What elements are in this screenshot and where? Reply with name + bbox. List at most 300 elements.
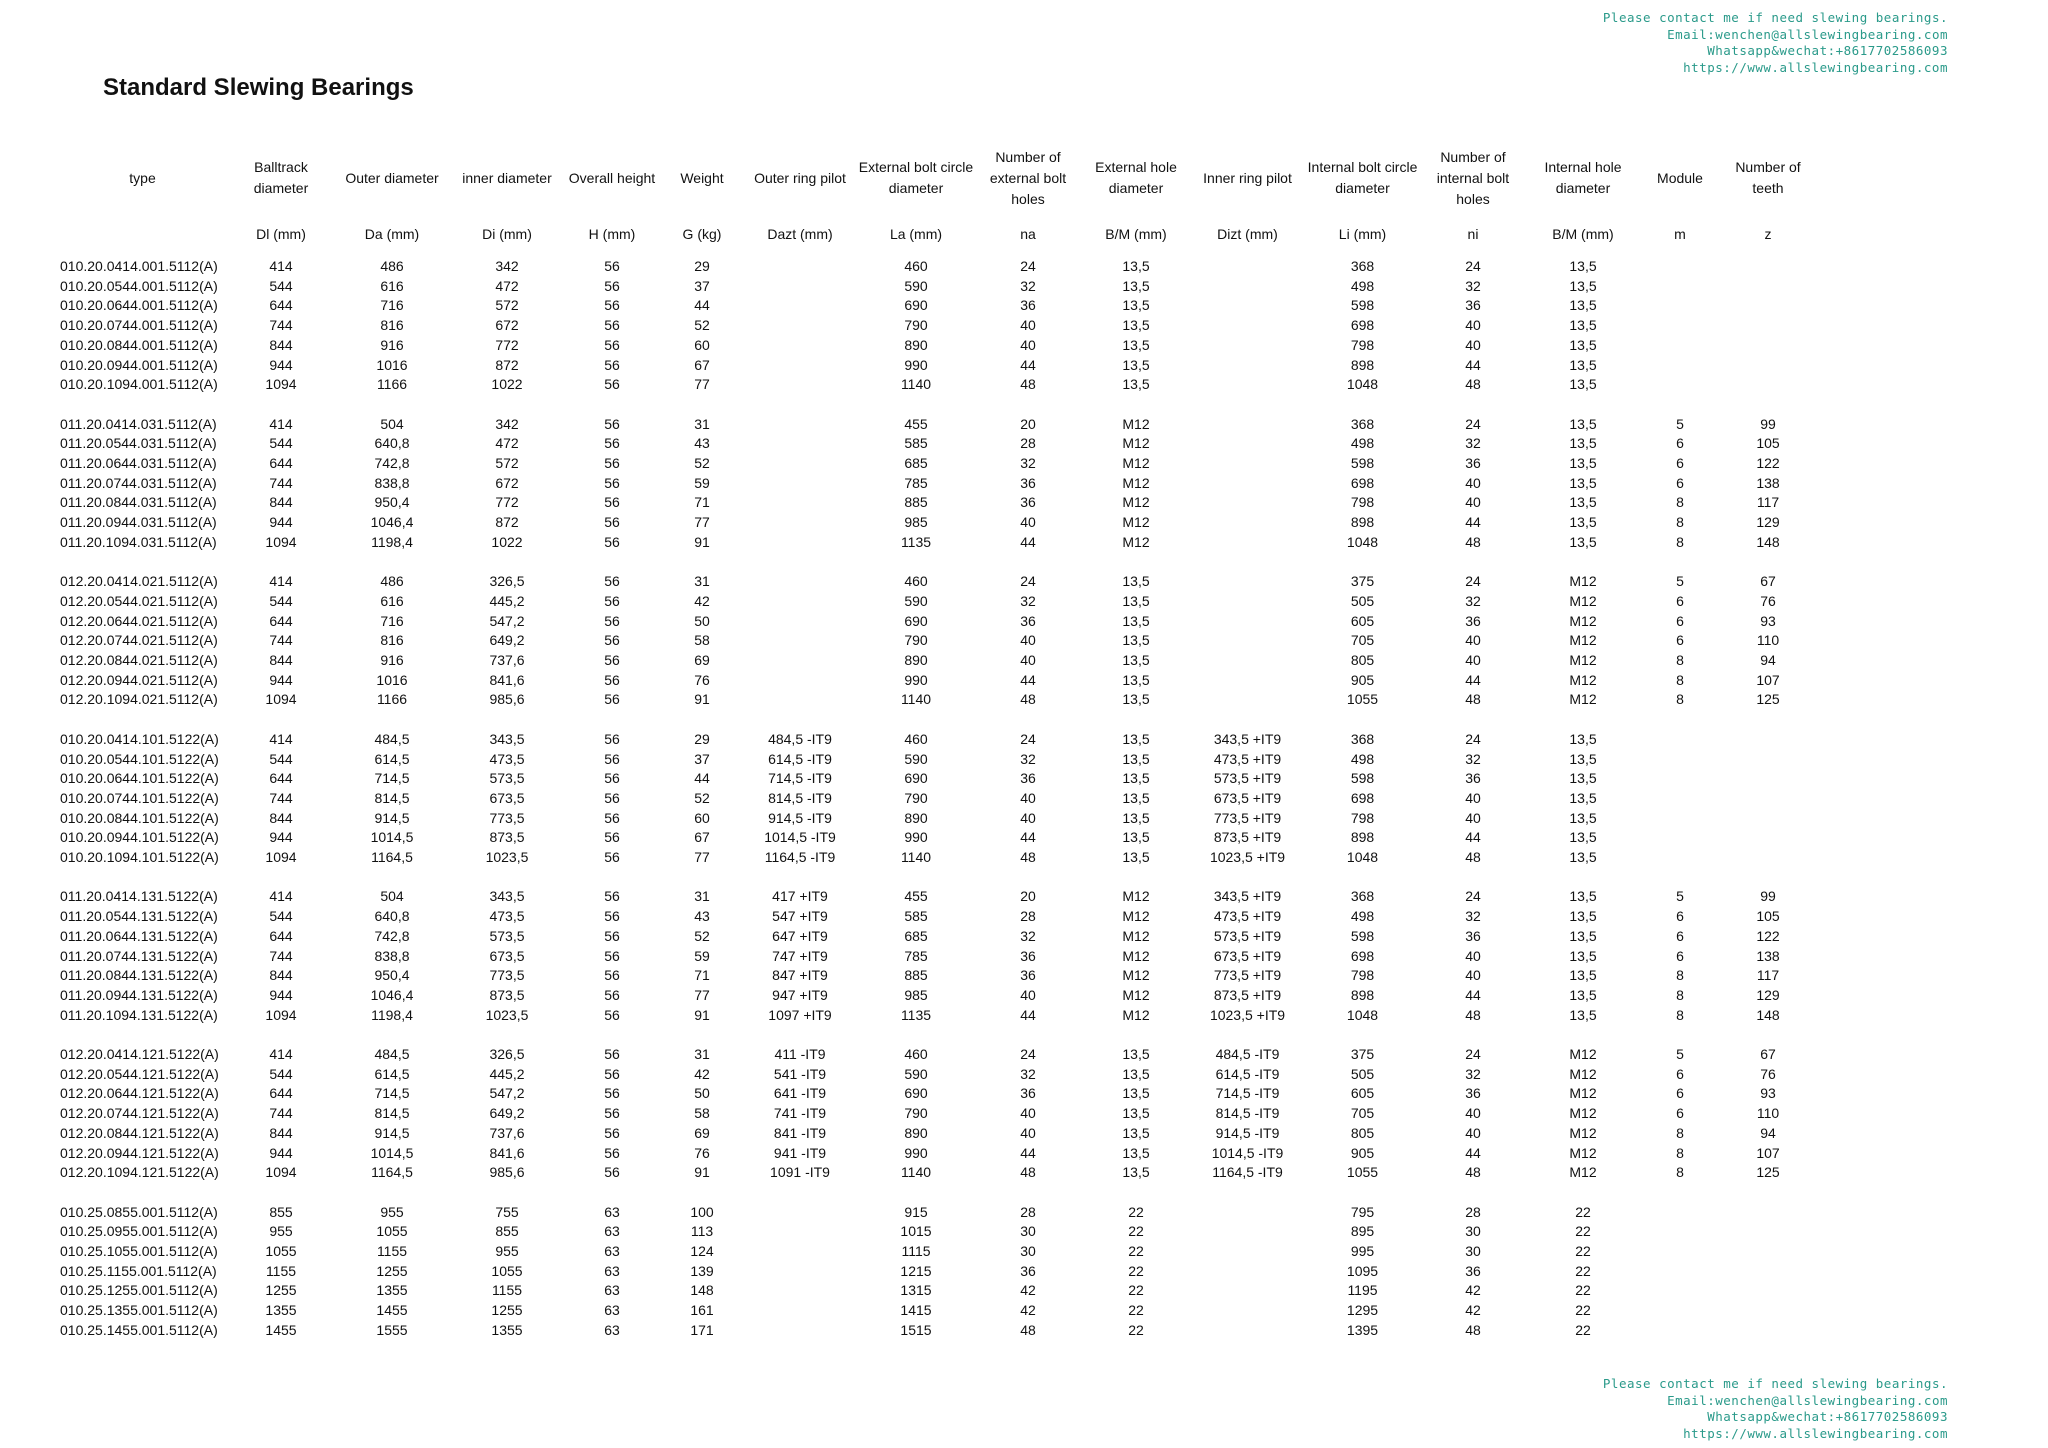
type-cell: 011.20.0944.031.5112(A)	[60, 514, 217, 531]
table-cell: 13,5	[1569, 494, 1597, 511]
table-cell: 69	[694, 1124, 710, 1141]
table-cell: 13,5	[1569, 908, 1597, 925]
table-cell: 855	[269, 1203, 293, 1220]
table-cell: 6	[1676, 612, 1684, 629]
table-cell	[1720, 750, 1816, 770]
table-cell	[1640, 1242, 1720, 1262]
table-cell: 742,8	[374, 927, 410, 944]
table-cell: 573,5 +IT9	[1213, 770, 1282, 787]
table-cell: 1014,5	[370, 829, 414, 846]
table-cell: 505	[1350, 592, 1375, 609]
table-cell: 544	[269, 750, 293, 767]
table-cell: 56	[604, 888, 620, 905]
table-cell: 40	[1020, 1105, 1036, 1122]
table-cell: 13,5	[1569, 435, 1597, 452]
table-cell: 56	[604, 829, 620, 846]
table-cell: 91	[694, 1006, 710, 1023]
table-cell: 36	[1020, 967, 1036, 984]
unit-label: B/M (mm)	[1552, 225, 1614, 242]
table-cell: 473,5 +IT9	[1213, 908, 1282, 925]
table-cell: 1315	[900, 1282, 932, 1299]
table-cell: 56	[604, 1105, 620, 1122]
table-cell: 460	[904, 573, 928, 590]
table-cell: 13,5	[1569, 474, 1597, 491]
table-cell: 1055	[376, 1223, 408, 1240]
table-cell	[742, 434, 858, 454]
table-cell: 5	[1676, 1046, 1684, 1063]
table-cell: 486	[380, 573, 404, 590]
table-cell: 44	[1465, 1144, 1481, 1161]
table-cell: 1155	[265, 1262, 297, 1279]
contact-phone: Whatsapp&wechat:+8617702586093	[1707, 1409, 1948, 1424]
table-cell: 844	[269, 1124, 293, 1141]
table-cell: 1094	[265, 376, 297, 393]
table-cell: 898	[1350, 514, 1375, 531]
table-cell: 714,5	[374, 770, 410, 787]
table-cell: 1164,5	[371, 1164, 413, 1181]
table-cell: 1048	[1346, 533, 1379, 550]
table-cell: 343,5 +IT9	[1213, 730, 1282, 747]
table-cell: 30	[1465, 1223, 1481, 1240]
table-cell: 24	[1020, 573, 1036, 590]
table-cell: 1164,5	[371, 849, 413, 866]
unit-label: G (kg)	[682, 225, 722, 242]
table-cell	[1640, 375, 1720, 395]
table-cell: 6	[1676, 474, 1684, 491]
table-cell: 716	[380, 297, 404, 314]
table-cell: 844	[269, 809, 293, 826]
table-cell: 42	[1465, 1302, 1481, 1319]
table-cell	[742, 316, 858, 336]
table-cell: 13,5	[1122, 632, 1150, 649]
table-cell: 77	[694, 514, 710, 531]
table-cell	[1190, 1281, 1305, 1301]
type-cell: 010.25.0855.001.5112(A)	[60, 1203, 218, 1220]
unit-label	[55, 211, 230, 257]
table-cell: 67	[1760, 1046, 1776, 1063]
table-cell	[1720, 1321, 1816, 1341]
table-cell: 705	[1350, 1105, 1375, 1122]
type-cell: 010.25.0955.001.5112(A)	[60, 1223, 218, 1240]
table-cell: 790	[904, 789, 928, 806]
table-cell: 504	[380, 415, 404, 432]
table-row	[55, 730, 1816, 750]
table-cell: 8	[1676, 1144, 1684, 1161]
table-cell: 544	[269, 435, 293, 452]
table-cell: 56	[604, 573, 620, 590]
table-cell: 898	[1350, 356, 1375, 373]
type-cell: 011.20.0544.031.5112(A)	[60, 435, 217, 452]
table-cell: 375	[1350, 1046, 1375, 1063]
table-cell: 498	[1350, 750, 1375, 767]
table-cell	[742, 533, 858, 553]
table-cell: 814,5 -IT9	[1215, 1105, 1280, 1122]
table-cell: 872	[495, 356, 519, 373]
table-cell	[1640, 750, 1720, 770]
table-cell: 955	[495, 1243, 519, 1260]
table-cell: M12	[1122, 947, 1150, 964]
unit-label: Dl (mm)	[256, 225, 306, 242]
table-cell	[1720, 316, 1816, 336]
table-row	[55, 769, 1816, 789]
table-cell: 6	[1676, 1065, 1684, 1082]
table-cell: 125	[1756, 691, 1780, 708]
table-cell: 941 -IT9	[773, 1144, 827, 1161]
table-cell	[1640, 809, 1720, 829]
table-cell: M12	[1122, 455, 1150, 472]
table-cell: 139	[690, 1262, 714, 1279]
table-cell: 13,5	[1122, 750, 1150, 767]
table-cell: 544	[269, 1065, 293, 1082]
table-cell: 368	[1350, 258, 1375, 274]
table-cell: 1166	[376, 376, 408, 393]
table-cell: 93	[1760, 612, 1776, 629]
table-cell: 22	[1575, 1321, 1591, 1338]
table-cell: 13,5	[1122, 258, 1150, 274]
table-cell: 1022	[491, 533, 523, 550]
unit-label: H (mm)	[588, 225, 636, 242]
group-spacer	[55, 710, 1816, 730]
column-header: Weight	[680, 169, 724, 186]
unit-label: Dizt (mm)	[1217, 225, 1278, 242]
table-cell: 24	[1465, 1046, 1481, 1063]
table-cell: 785	[904, 947, 928, 964]
table-cell: 744	[269, 317, 293, 334]
type-cell: 010.20.0414.101.5122(A)	[60, 730, 219, 747]
table-cell	[1640, 828, 1720, 848]
type-cell: 011.20.0744.131.5122(A)	[60, 947, 218, 964]
table-cell: 44	[1465, 829, 1481, 846]
table-cell: 32	[1020, 277, 1036, 294]
column-header: Outer diameter	[345, 169, 439, 186]
table-cell: 13,5	[1569, 317, 1597, 334]
type-cell: 010.25.1355.001.5112(A)	[60, 1302, 218, 1319]
table-cell: 598	[1350, 297, 1375, 314]
table-cell: 690	[904, 770, 928, 787]
table-row	[55, 1301, 1816, 1321]
table-row	[55, 316, 1816, 336]
table-cell: 22	[1128, 1223, 1144, 1240]
table-cell: 13,5	[1122, 1105, 1150, 1122]
table-cell	[1720, 277, 1816, 297]
table-cell: 13,5	[1122, 612, 1150, 629]
table-cell	[1190, 336, 1305, 356]
unit-label: na	[1020, 225, 1036, 242]
table-cell	[1640, 1203, 1720, 1223]
table-cell: 1395	[1346, 1321, 1379, 1338]
type-cell: 010.25.1055.001.5112(A)	[60, 1243, 218, 1260]
table-cell: 640,8	[374, 908, 410, 925]
group-spacer	[55, 395, 1816, 415]
table-cell: 40	[1465, 317, 1481, 334]
table-cell: 171	[690, 1321, 714, 1338]
table-row	[55, 986, 1816, 1006]
column-header: Module	[1657, 169, 1703, 186]
table-cell: 13,5	[1569, 376, 1597, 393]
table-cell: 616	[380, 277, 404, 294]
table-cell: 944	[269, 514, 293, 531]
table-cell: 13,5	[1122, 1065, 1150, 1082]
type-cell: 012.20.1094.121.5122(A)	[60, 1164, 219, 1181]
table-cell: 40	[1465, 809, 1481, 826]
table-cell: 56	[604, 671, 620, 688]
table-cell: 641 -IT9	[773, 1085, 827, 1102]
table-row	[55, 1163, 1816, 1183]
table-cell	[1640, 1301, 1720, 1321]
table-cell: 44	[694, 770, 710, 787]
table-cell: 99	[1760, 415, 1776, 432]
table-cell	[1640, 730, 1720, 750]
table-cell: M12	[1569, 691, 1597, 708]
table-cell: 414	[269, 730, 293, 747]
table-cell: 1095	[1346, 1262, 1379, 1279]
table-cell: 22	[1575, 1302, 1591, 1319]
table-cell: 885	[904, 967, 928, 984]
table-cell: 56	[604, 947, 620, 964]
table-cell: 1091 -IT9	[770, 1164, 830, 1181]
table-cell: 737,6	[489, 1124, 525, 1141]
table-cell: 898	[1350, 986, 1375, 1003]
table-row	[55, 1242, 1816, 1262]
table-cell: 411 -IT9	[774, 1046, 826, 1063]
table-cell: 40	[1465, 967, 1481, 984]
table-cell: 24	[1465, 573, 1481, 590]
table-cell: 1046,4	[370, 986, 414, 1003]
table-cell: 605	[1350, 612, 1375, 629]
table-cell: 714,5 -IT9	[768, 770, 832, 787]
table-cell	[742, 690, 858, 710]
table-cell: 649,2	[489, 1105, 525, 1122]
table-cell: 94	[1760, 1124, 1776, 1141]
table-cell: 77	[694, 986, 710, 1003]
table-row	[55, 907, 1816, 927]
unit-label: La (mm)	[889, 225, 943, 242]
type-cell: 010.20.0544.101.5122(A)	[60, 750, 219, 767]
table-cell: 573,5	[489, 927, 525, 944]
type-cell: 010.20.1094.001.5112(A)	[60, 376, 218, 393]
table-cell: 995	[1350, 1243, 1375, 1260]
table-cell: 36	[1020, 770, 1036, 787]
table-cell: 1022	[491, 376, 523, 393]
table-cell	[742, 1222, 858, 1242]
table-cell: 56	[604, 415, 620, 432]
table-row	[55, 966, 1816, 986]
table-cell: 48	[1465, 1321, 1481, 1338]
table-cell: 44	[1465, 986, 1481, 1003]
table-row	[55, 454, 1816, 474]
table-cell: 129	[1756, 514, 1780, 531]
table-cell	[1640, 356, 1720, 376]
contact-email[interactable]: Email:wenchen@allslewingbearing.com	[1667, 26, 1948, 42]
table-cell: 24	[1020, 258, 1036, 274]
table-cell: 13,5	[1569, 258, 1597, 274]
table-cell: 76	[694, 1144, 710, 1161]
table-cell: 790	[904, 1105, 928, 1122]
column-header: inner diameter	[462, 169, 552, 186]
table-cell	[1720, 375, 1816, 395]
table-cell: 1355	[376, 1282, 408, 1299]
table-cell: 1255	[265, 1282, 297, 1299]
table-cell: 1295	[1346, 1302, 1379, 1319]
table-cell: 672	[495, 474, 519, 491]
table-cell: 56	[604, 1164, 620, 1181]
table-cell: 342	[495, 258, 519, 274]
table-cell	[742, 1321, 858, 1341]
table-cell: 32	[1020, 750, 1036, 767]
table-cell: 1155	[376, 1243, 408, 1260]
table-cell: M12	[1122, 967, 1150, 984]
table-cell	[1190, 316, 1305, 336]
table-cell: 1455	[376, 1302, 408, 1319]
table-cell: 1014,5 -IT9	[764, 829, 836, 846]
table-cell: 944	[269, 671, 293, 688]
table-cell: 44	[1465, 514, 1481, 531]
table-cell	[1720, 1242, 1816, 1262]
table-cell: 56	[604, 908, 620, 925]
table-cell: 672	[495, 317, 519, 334]
table-cell: 13,5	[1569, 849, 1597, 866]
table-cell: 8	[1676, 652, 1684, 669]
table-row	[55, 513, 1816, 533]
table-cell: 13,5	[1569, 986, 1597, 1003]
table-cell: 52	[694, 789, 710, 806]
table-cell: 129	[1756, 986, 1780, 1003]
table-cell: 473,5	[489, 908, 525, 925]
table-cell: 13,5	[1122, 809, 1150, 826]
table-cell: 1255	[491, 1302, 523, 1319]
units-row	[55, 211, 1816, 257]
table-cell: 36	[1020, 947, 1036, 964]
table-cell: 30	[1020, 1243, 1036, 1260]
table-cell: 1015	[900, 1223, 932, 1240]
table-cell	[1640, 848, 1720, 868]
table-cell: 31	[694, 573, 710, 590]
table-cell: M12	[1122, 494, 1150, 511]
type-cell: 011.20.1094.131.5122(A)	[60, 1006, 218, 1023]
table-cell: 56	[604, 770, 620, 787]
table-cell: 36	[1465, 297, 1481, 314]
table-cell	[1720, 828, 1816, 848]
table-cell: 805	[1350, 1124, 1375, 1141]
table-cell: M12	[1122, 435, 1150, 452]
table-cell: 124	[690, 1243, 714, 1260]
table-cell: 13,5	[1122, 336, 1150, 353]
type-cell: 010.20.0944.001.5112(A)	[60, 356, 218, 373]
table-cell: 48	[1020, 1164, 1036, 1181]
column-header: type	[129, 169, 156, 186]
table-cell: 544	[269, 277, 293, 294]
table-cell: 63	[604, 1223, 620, 1240]
type-cell: 011.20.0644.031.5112(A)	[60, 455, 217, 472]
table-cell: 58	[694, 632, 710, 649]
unit-label: Da (mm)	[364, 225, 420, 242]
table-cell: 698	[1350, 317, 1375, 334]
table-cell	[1720, 789, 1816, 809]
table-cell: 1455	[265, 1321, 297, 1338]
table-row	[55, 750, 1816, 770]
table-cell: 40	[1465, 632, 1481, 649]
table-cell: 13,5	[1569, 947, 1597, 964]
table-cell: M12	[1122, 1006, 1150, 1023]
table-cell: M12	[1569, 1046, 1597, 1063]
table-cell: 326,5	[489, 1046, 525, 1063]
table-cell: 44	[1465, 671, 1481, 688]
table-cell: M12	[1569, 1065, 1597, 1082]
table-cell: 22	[1575, 1262, 1591, 1279]
table-cell: 29	[694, 730, 710, 747]
table-cell	[1190, 356, 1305, 376]
table-cell: 56	[604, 258, 620, 274]
table-cell: 40	[1465, 1105, 1481, 1122]
table-cell: 48	[1465, 1006, 1481, 1023]
table-cell: 13,5	[1122, 730, 1150, 747]
table-cell: 455	[904, 888, 928, 905]
table-cell: 1140	[900, 691, 932, 708]
table-cell: 13,5	[1122, 1164, 1150, 1181]
table-cell: 890	[904, 809, 928, 826]
table-cell: 5	[1676, 415, 1684, 432]
table-cell: 473,5	[489, 750, 525, 767]
table-cell: 40	[1020, 336, 1036, 353]
table-row	[55, 1065, 1816, 1085]
type-cell: 012.20.1094.021.5112(A)	[60, 691, 218, 708]
table-cell: 1198,4	[371, 533, 413, 550]
table-cell	[1720, 1203, 1816, 1223]
table-cell	[742, 1281, 858, 1301]
table-cell: 944	[269, 356, 293, 373]
table-cell: 24	[1465, 415, 1481, 432]
type-cell: 010.20.0944.101.5122(A)	[60, 829, 219, 846]
table-cell: 873,5 +IT9	[1213, 986, 1282, 1003]
table-cell: 36	[1020, 1262, 1036, 1279]
table-cell: 56	[604, 435, 620, 452]
table-cell: 63	[604, 1321, 620, 1338]
contact-email[interactable]: Email:wenchen@allslewingbearing.com	[1667, 1392, 1948, 1408]
contact-website[interactable]: https://www.allslewingbearing.com	[1683, 59, 1948, 75]
table-cell: 950,4	[374, 494, 410, 511]
table-cell: 13,5	[1569, 297, 1597, 314]
table-cell: 855	[495, 1223, 519, 1240]
table-cell	[742, 1301, 858, 1321]
type-cell: 011.20.0414.031.5112(A)	[60, 415, 217, 432]
table-cell: M12	[1569, 671, 1597, 688]
table-cell: 698	[1350, 474, 1375, 491]
table-row	[55, 631, 1816, 651]
table-cell: 22	[1128, 1203, 1144, 1220]
table-cell: 873,5	[489, 986, 525, 1003]
table-cell	[1190, 631, 1305, 651]
table-cell: 798	[1350, 494, 1375, 511]
table-cell	[1190, 474, 1305, 494]
table-cell: 1094	[265, 1006, 297, 1023]
table-cell: 614,5	[374, 1065, 410, 1082]
table-cell: 544	[269, 908, 293, 925]
type-cell: 012.20.0644.021.5112(A)	[60, 612, 218, 629]
table-cell: 32	[1020, 1065, 1036, 1082]
table-cell: 52	[694, 455, 710, 472]
table-cell: 744	[269, 632, 293, 649]
table-cell: 52	[694, 317, 710, 334]
table-cell: 13,5	[1122, 829, 1150, 846]
contact-website[interactable]: https://www.allslewingbearing.com	[1683, 1425, 1948, 1441]
table-cell: 590	[904, 1065, 928, 1082]
column-header: Overall height	[568, 169, 656, 186]
table-cell: 614,5 -IT9	[1215, 1065, 1280, 1082]
table-cell: 48	[1020, 691, 1036, 708]
table-cell	[1190, 612, 1305, 632]
table-cell: 1195	[1347, 1282, 1378, 1299]
table-cell: 690	[904, 1085, 928, 1102]
